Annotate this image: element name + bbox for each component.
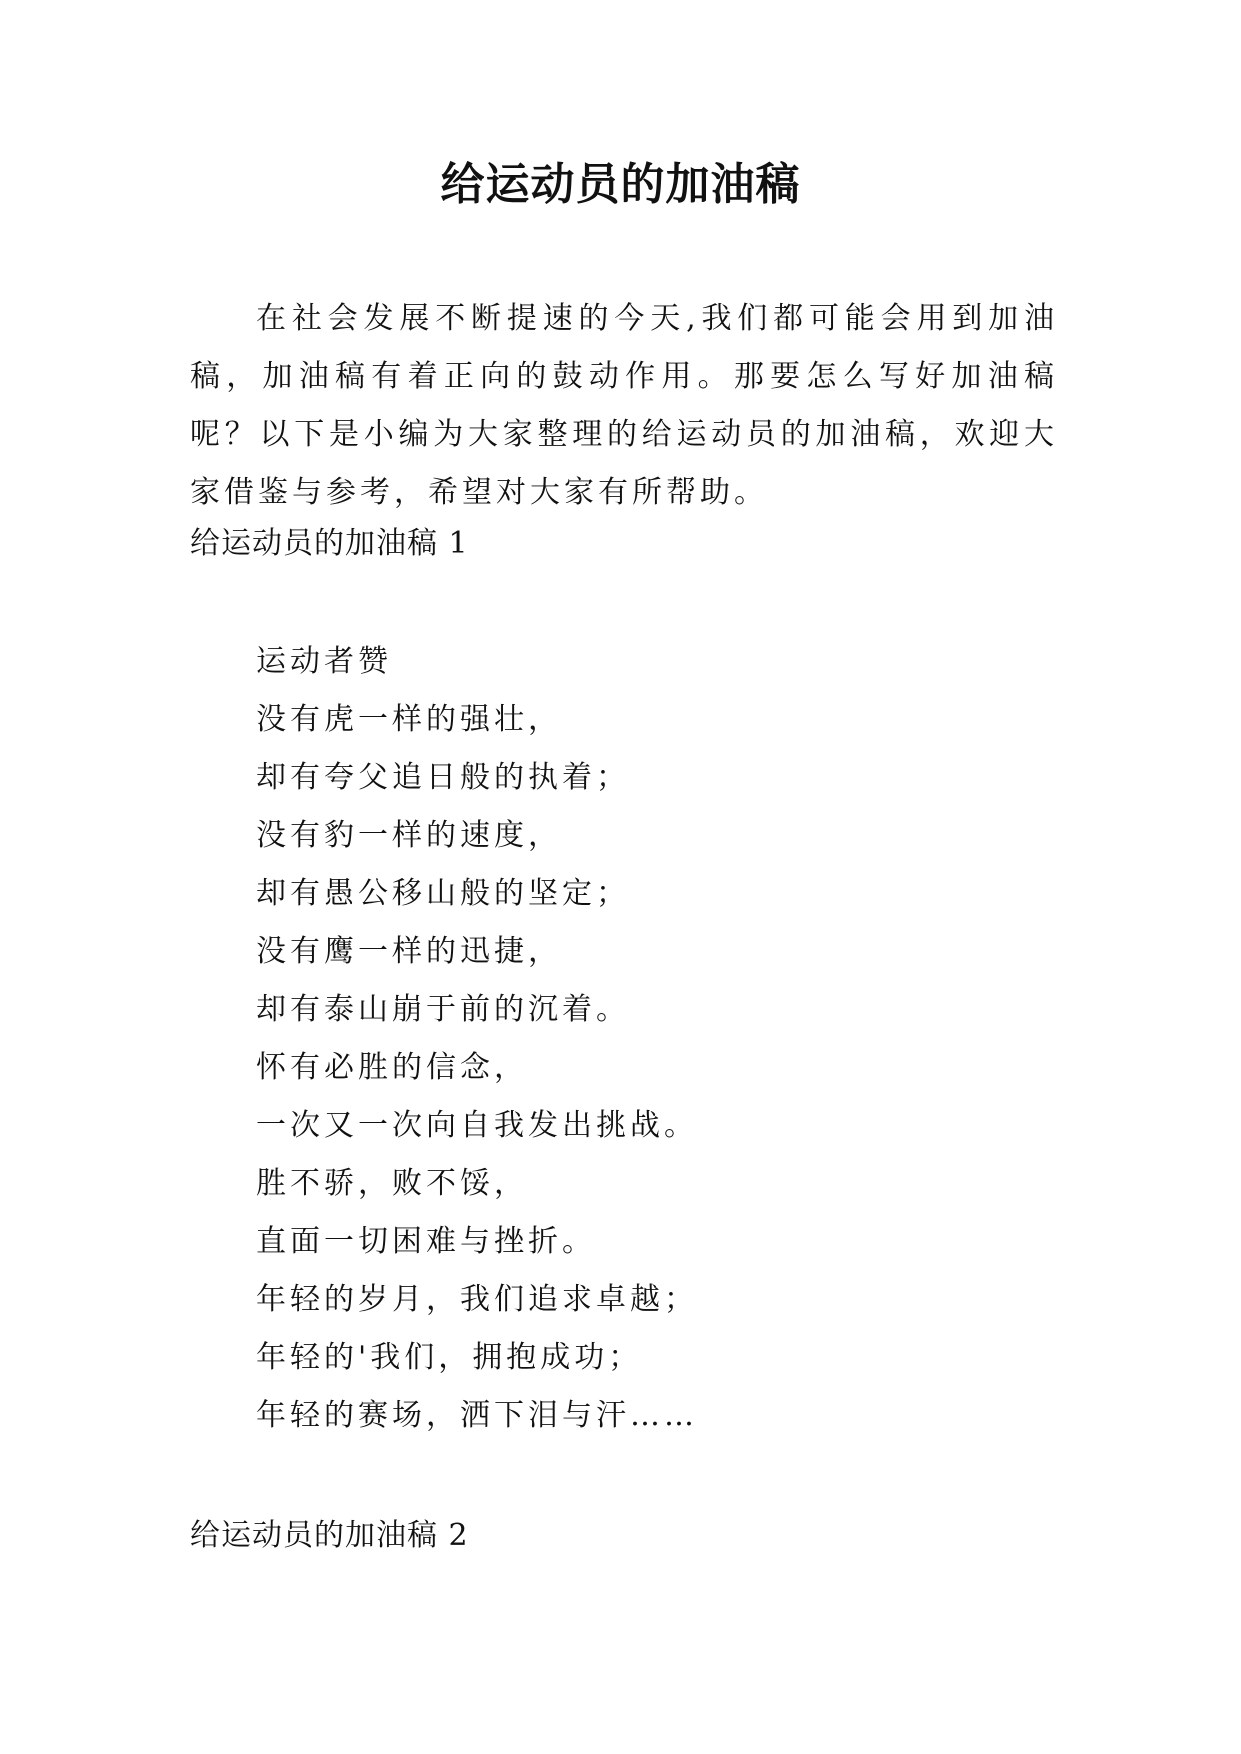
poem-lines xyxy=(256,633,698,1445)
poem-line: 运动者赞 xyxy=(256,644,392,679)
poem-line: 年轻的赛场，洒下泪与汗…… xyxy=(256,1398,698,1433)
poem-line: 却有夸父追日般的执着； xyxy=(256,760,630,795)
poem-line: 没有虎一样的强壮， xyxy=(256,702,562,737)
poem-line: 直面一切困难与挫折。 xyxy=(256,1224,596,1259)
poem-line: 没有鹰一样的迅捷， xyxy=(256,934,562,969)
poem-line: 怀有必胜的信念， xyxy=(256,1050,528,1085)
poem-line: 却有泰山崩于前的沉着。 xyxy=(256,992,630,1027)
poem-line: 没有豹一样的速度， xyxy=(256,818,562,853)
document-title: 给运动员的加油稿 xyxy=(440,159,801,210)
poem-line: 年轻的岁月，我们追求卓越； xyxy=(256,1282,698,1317)
poem-line: 年轻的'我们，拥抱成功； xyxy=(256,1340,643,1375)
poem-line: 却有愚公移山般的坚定； xyxy=(256,876,630,911)
section-heading-2: 给运动员的加油稿 2 xyxy=(190,1518,469,1553)
section-heading-1: 给运动员的加油稿 1 xyxy=(190,526,469,561)
poem-line: 胜不骄，败不馁， xyxy=(256,1166,528,1201)
poem-line: 一次又一次向自我发出挑战。 xyxy=(256,1108,698,1143)
intro-paragraph: 在社会发展不断提速的今天,我们都可能会用到加油稿，加油稿有着正向的鼓动作用。那要怎么写好加油稿呢？以下是小编为大家整理的给运动员的加油稿，欢迎大家借鉴与参考，希望对大家有所帮助。 xyxy=(190,301,1058,510)
